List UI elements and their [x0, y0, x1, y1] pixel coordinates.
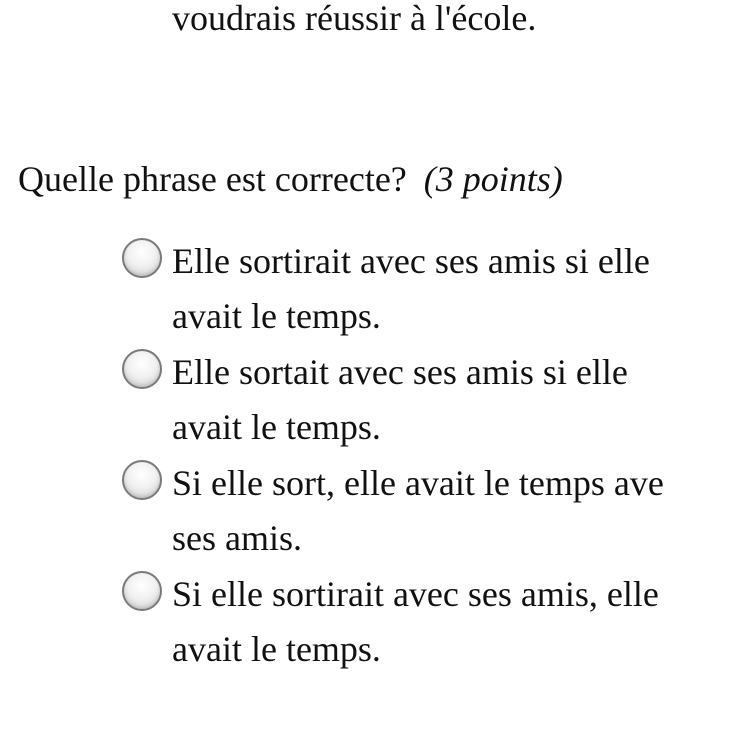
answer-option-line: Si elle sortirait avec ses amis, elle	[172, 574, 659, 614]
answer-option-label[interactable]	[172, 345, 750, 455]
answer-option-2[interactable]	[118, 345, 750, 456]
question-prompt	[18, 152, 563, 206]
answer-option-line: Elle sortait avec ses amis si elle	[172, 352, 628, 392]
answer-option-1[interactable]	[118, 234, 750, 345]
answer-option-line: ses amis.	[172, 518, 302, 558]
answer-option-label[interactable]	[172, 456, 750, 566]
answer-option-3[interactable]	[118, 456, 750, 567]
question-points: (3 points)	[423, 159, 563, 199]
radio-button-icon[interactable]	[122, 238, 162, 278]
answer-options	[118, 234, 750, 678]
radio-button-icon[interactable]	[122, 571, 162, 611]
answer-option-line: Si elle sort, elle avait le temps ave	[172, 463, 664, 503]
answer-option-line: avait le temps.	[172, 296, 381, 336]
previous-question-text: voudrais réussir à l'école.	[172, 0, 537, 38]
answer-option-4[interactable]	[118, 567, 750, 678]
radio-button-icon[interactable]	[122, 349, 162, 389]
question-text: Quelle phrase est correcte?	[18, 159, 407, 199]
answer-option-label[interactable]	[172, 234, 750, 344]
answer-option-line: Elle sortirait avec ses amis si elle	[172, 241, 650, 281]
answer-option-line: avait le temps.	[172, 407, 381, 447]
radio-button-icon[interactable]	[122, 460, 162, 500]
answer-option-line: avait le temps.	[172, 629, 381, 669]
answer-option-label[interactable]	[172, 567, 750, 677]
